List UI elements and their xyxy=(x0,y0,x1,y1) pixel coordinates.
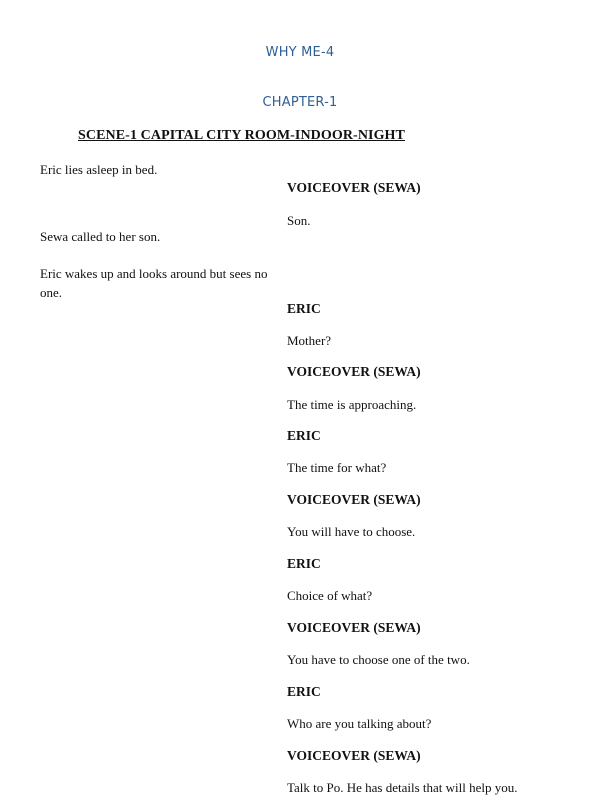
action-line: Sewa called to her son. xyxy=(40,229,161,244)
character-cue: ERIC xyxy=(287,684,321,699)
dialogue-line: Son. xyxy=(287,213,311,228)
action-line: Eric wakes up and looks around but sees no one. xyxy=(40,266,268,300)
character-cue: ERIC xyxy=(287,556,321,571)
dialogue-line: The time for what? xyxy=(287,460,387,475)
dialogue-line: Who are you talking about? xyxy=(287,716,432,731)
character-cue: ERIC xyxy=(287,301,321,316)
character-cue: VOICEOVER (SEWA) xyxy=(287,364,421,379)
document-title: WHY ME-4 xyxy=(265,45,335,60)
dialogue-line: The time is approaching. xyxy=(287,397,417,412)
character-cue: ERIC xyxy=(287,428,321,443)
character-cue: VOICEOVER (SEWA) xyxy=(287,492,421,507)
dialogue-line: Mother? xyxy=(287,333,332,348)
dialogue-line: You will have to choose. xyxy=(287,524,416,539)
scene-heading: SCENE-1 CAPITAL CITY ROOM-INDOOR-NIGHT xyxy=(78,128,405,143)
character-cue: VOICEOVER (SEWA) xyxy=(287,748,421,763)
dialogue-line: Choice of what? xyxy=(287,588,373,603)
chapter-title: CHAPTER-1 xyxy=(262,95,338,110)
dialogue-line: You have to choose one of the two. xyxy=(287,652,470,667)
character-cue: VOICEOVER (SEWA) xyxy=(287,620,421,635)
dialogue-line: Talk to Po. He has details that will help you. xyxy=(287,780,518,795)
character-cue: VOICEOVER (SEWA) xyxy=(287,180,421,195)
action-line: Eric lies asleep in bed. xyxy=(40,162,158,177)
